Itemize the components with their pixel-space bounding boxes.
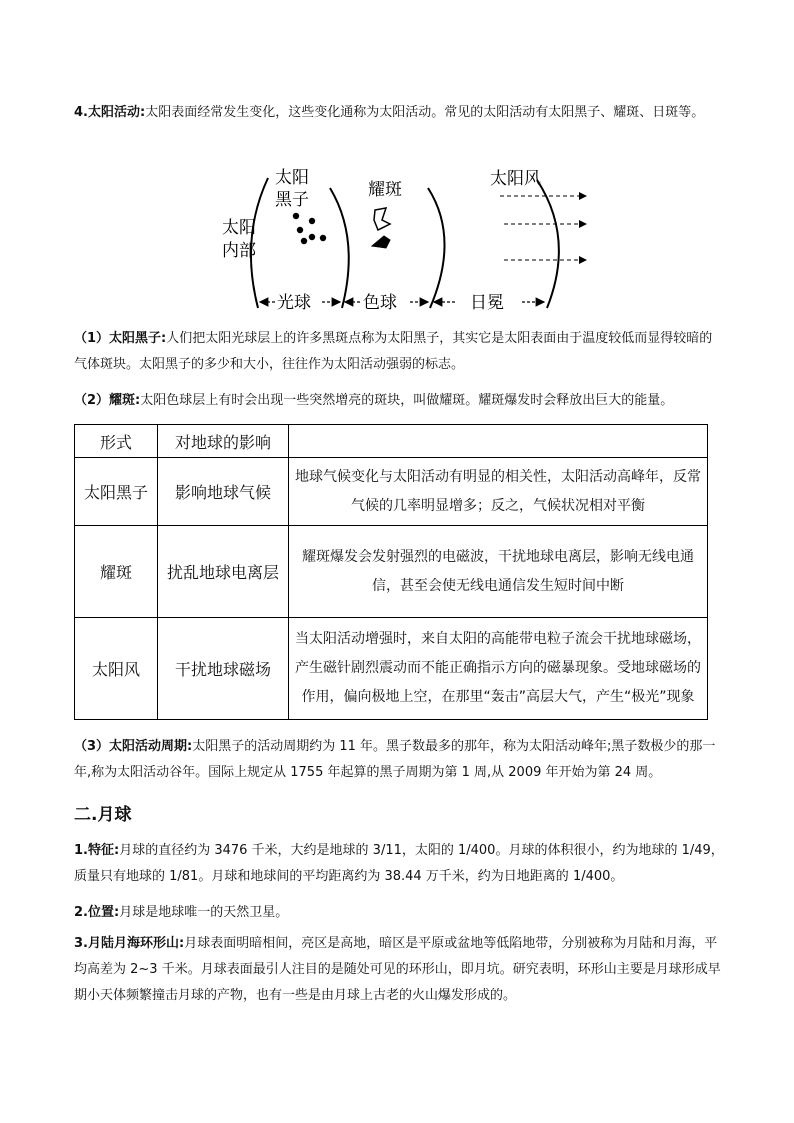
interior-label-line2: 内部	[222, 241, 256, 261]
moon-features-heading: 1.特征:	[74, 843, 120, 858]
flare-label: 耀斑	[368, 180, 402, 200]
flare-shape-lower	[372, 236, 390, 248]
table-header-cell: 对地球的影响	[158, 425, 289, 458]
interior-label-line1: 太阳	[222, 218, 256, 238]
solar-activity-text: 太阳表面经常发生变化，这些变化通称为太阳活动。常见的太阳活动有太阳黑子、耀斑、日斑等。	[145, 105, 705, 120]
sunspot-paragraph	[74, 326, 724, 378]
table-cell-form: 耀斑	[75, 526, 158, 618]
moon-terrain-heading: 3.月陆月海环形山:	[74, 936, 185, 951]
solar-atmosphere-diagram	[200, 158, 600, 320]
table-header-cell	[289, 425, 708, 458]
table-row	[75, 618, 708, 720]
solar-activity-effects-table	[74, 424, 708, 720]
corona-label: 日冕	[470, 293, 504, 313]
moon-features-text: 月球的直径约为 3476 千米，大约是地球的 3/11，太阳的 1/400。月球的体积很小，约为地球的 1/49，质量只有地球的 1/81。月球和地球间的平均距离约为 38.44 万千米，约为日地距离的 1/400。	[74, 843, 724, 884]
table-cell-detail: 当太阳活动增强时，来自太阳的高能带电粒子流会干扰地球磁场，产生磁针剧烈震动而不能正确指示方向的磁暴现象。受地球磁场的作用，偏向极地上空，在那里“轰击”高层大气，产生“极光”现象	[289, 618, 708, 720]
table-cell-detail: 耀斑爆发会发射强烈的电磁波，干扰地球电离层，影响无线电通信，甚至会使无线电通信发生短时间中断	[289, 526, 708, 618]
moon-terrain-paragraph	[74, 931, 724, 1009]
table-cell-impact: 扰乱地球电离层	[158, 526, 289, 618]
table-cell-form: 太阳黑子	[75, 458, 158, 526]
table-cell-form: 太阳风	[75, 618, 158, 720]
chromosphere-outer-arc	[428, 188, 445, 308]
table-row	[75, 458, 708, 526]
flare-heading: （2）耀斑:	[74, 393, 141, 408]
flare-text: 太阳色球层上有时会出现一些突然增亮的斑块，叫做耀斑。耀斑爆发时会释放出巨大的能量。	[140, 393, 674, 408]
sunspot-label-line1: 太阳	[275, 168, 309, 188]
solar-activity-heading: 4.太阳活动:	[74, 105, 146, 120]
cycle-text: 太阳黑子的活动周期约为 11 年。黑子数最多的那年，称为太阳活动峰年;黑子数极少的那一年,称为太阳活动谷年。国际上规定从 1755 年起算的黑子周期为第 1 周,从 2009 年开始为第 24 周。	[74, 739, 716, 780]
table-header-cell: 形式	[75, 425, 158, 458]
solar-wind-label: 太阳风	[490, 169, 541, 189]
flare-shape-upper	[374, 208, 390, 230]
table-row	[75, 526, 708, 618]
sunspot-dots	[293, 213, 326, 244]
table-cell-impact: 干扰地球磁场	[158, 618, 289, 720]
sunspot-label-line2: 黑子	[275, 190, 309, 210]
photosphere-outer-arc	[330, 188, 349, 308]
cycle-heading: （3）太阳活动周期:	[74, 739, 193, 754]
table-header-row	[75, 425, 708, 458]
solar-activity-paragraph	[74, 100, 724, 126]
moon-position-heading: 2.位置:	[74, 905, 120, 920]
chromosphere-label: 色球	[363, 293, 397, 313]
moon-section-title: 二.月球	[74, 805, 132, 825]
moon-features-paragraph	[74, 838, 724, 890]
photosphere-label: 光球	[277, 293, 311, 313]
table-cell-detail: 地球气候变化与太阳活动有明显的相关性，太阳活动高峰年，反常气候的几率明显增多；反之，气候状况相对平衡	[289, 458, 708, 526]
moon-position-text: 月球是地球唯一的天然卫星。	[119, 905, 289, 920]
cycle-paragraph	[74, 734, 724, 786]
table-cell-impact: 影响地球气候	[158, 458, 289, 526]
sunspot-text: 人们把太阳光球层上的许多黑斑点称为太阳黑子，其实它是太阳表面由于温度较低而显得较暗的气体斑块。太阳黑子的多少和大小，往往作为太阳活动强弱的标志。	[74, 331, 713, 372]
corona-outer-arc	[537, 180, 559, 308]
moon-terrain-text: 月球表面明暗相间，亮区是高地，暗区是平原或盆地等低陷地带，分别被称为月陆和月海，平均高差为 2~3 千米。月球表面最引人注目的是随处可见的环形山，即月坑。研究表明，环形山主要是月球形成早期小天体频繁撞击月球的产物，也有一些是由月球上古老的火山爆发形成的。	[74, 936, 721, 1003]
moon-position-paragraph	[74, 900, 724, 926]
flare-paragraph	[74, 388, 724, 414]
sunspot-heading: （1）太阳黑子:	[74, 331, 167, 346]
